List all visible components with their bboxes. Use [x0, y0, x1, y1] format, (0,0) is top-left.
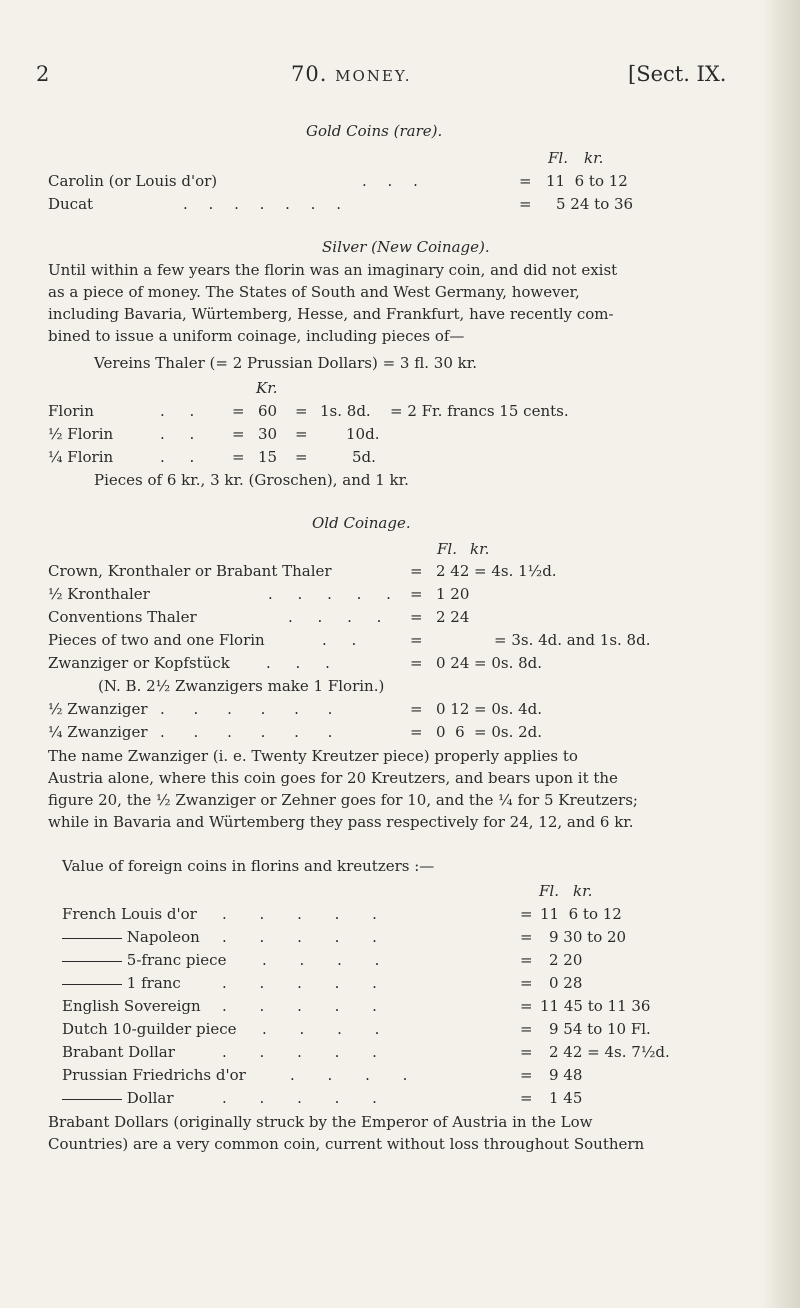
silver-row-eng: 5d. [352, 448, 376, 466]
old-row-eq: = [410, 631, 423, 649]
paragraph-line: Brabant Dollars (originally struck by the Emperor of Austria in the Low [48, 1113, 593, 1131]
gold-row-dots: . . . [362, 172, 426, 190]
foreign-row-value: 2 42 = 4s. 7½d. [549, 1043, 670, 1061]
old-row-name: Conventions Thaler [48, 608, 197, 626]
paragraph-line: Until within a few years the florin was an imaginary coin, and did not exist [48, 261, 618, 279]
silver-row-eq: = [232, 402, 245, 420]
old-row-name: ½ Zwanziger [48, 700, 148, 718]
foreign-row-value: 11 6 to 12 [540, 905, 622, 923]
paragraph-line: The name Zwanziger (i. e. Twenty Kreutzer piece) properly applies to [48, 747, 578, 765]
old-row-eq: = [410, 585, 423, 603]
foreign-row-name: 5-franc piece [126, 951, 227, 969]
gold-row-value: 11 6 to 12 [546, 172, 628, 190]
gold-row-name: Carolin (or Louis d'or) [48, 172, 218, 190]
foreign-row-value: 0 28 [549, 974, 583, 992]
paragraph-line: while in Bavaria and Würtemberg they pass respectively for 24, 12, and 6 kr. [48, 813, 634, 831]
silver-row-eng: 1s. 8d. [320, 402, 371, 420]
silver-row-eq: = [232, 425, 245, 443]
old-row-value: 2 42 [436, 562, 470, 580]
old-row-eq: = [410, 654, 423, 672]
foreign-row-dots: . . . . . [222, 905, 391, 923]
foreign-row-eq: = [520, 951, 533, 969]
paragraph-line: figure 20, the ½ Zwanziger or Zehner goes for 10, and the ¼ for 5 Kreutzers; [48, 791, 638, 809]
foreign-row-name-dashed [62, 951, 226, 969]
paragraph-line: bined to issue a uniform coinage, including pieces of— [48, 327, 465, 345]
foreign-row-eq: = [520, 1043, 533, 1061]
paragraph-line: Austria alone, where this coin goes for 20 Kreutzers, and bears upon it the [48, 769, 618, 787]
foreign-row-name-dashed [62, 1089, 174, 1107]
silver-row-name: ¼ Florin [48, 448, 114, 466]
old-row-eq: = [410, 608, 423, 626]
foreign-row-value: 9 30 to 20 [549, 928, 627, 946]
old-col-fl: Fl. [437, 540, 457, 558]
old-row-name: Pieces of two and one Florin [48, 631, 265, 649]
old-row-dots: . . . . . [268, 585, 401, 603]
foreign-col-fl: Fl. [539, 882, 559, 900]
old-row-name: ¼ Zwanziger [48, 723, 148, 741]
foreign-row-dots: . . . . . [222, 974, 391, 992]
foreign-row-eq: = [520, 997, 533, 1015]
closing-paragraph [48, 1111, 748, 1155]
foreign-row-dots: . . . . . [222, 1089, 391, 1107]
old-row-value: 0 12 [436, 700, 470, 718]
foreign-row-dots: . . . . [262, 1020, 394, 1038]
old-row-dots: . . . [266, 654, 340, 672]
old-row-dots: . . [322, 631, 367, 649]
silver-row-extra: = 2 Fr. francs 15 cents. [390, 402, 569, 420]
old-row-name: ½ Kronthaler [48, 585, 150, 603]
silver-row-kr: 15 [258, 448, 278, 466]
title-word: MONEY. [335, 67, 412, 85]
silver-heading: Silver (New Coinage). [322, 238, 490, 256]
old-row-value: 1 20 [436, 585, 470, 603]
silver-row-eq2: = [295, 425, 308, 443]
old-col-kr: kr. [470, 540, 490, 558]
gold-col-fl: Fl. [548, 149, 568, 167]
paragraph-line: as a piece of money. The States of South and West Germany, however, [48, 283, 580, 301]
gold-row-name: Ducat [48, 195, 94, 213]
silver-paragraph [48, 259, 748, 347]
silver-row-kr: 30 [258, 425, 278, 443]
silver-row-eng: 10d. [346, 425, 380, 443]
vereins-line: Vereins Thaler (= 2 Prussian Dollars) = 3 fl. 30 kr. [94, 354, 478, 372]
old-row-name: Crown, Kronthaler or Brabant Thaler [48, 562, 332, 580]
old-note: (N. B. 2½ Zwanzigers make 1 Florin.) [98, 677, 385, 695]
foreign-row-name: Dollar [126, 1089, 174, 1107]
old-row-eq: = [410, 723, 423, 741]
gold-row-value: 5 24 to 36 [556, 195, 634, 213]
foreign-row-name: French Louis d'or [62, 905, 197, 923]
old-row-dots: . . . . [288, 608, 392, 626]
foreign-row-value: 1 45 [549, 1089, 583, 1107]
paragraph-line: including Bavaria, Würtemberg, Hesse, and Frankfurt, have recently com- [48, 305, 614, 323]
foreign-row-dots: . . . . [262, 951, 394, 969]
old-row-value: 0 24 [436, 654, 470, 672]
title-number: 70. [291, 62, 328, 86]
ditto-dash [62, 938, 122, 939]
foreign-row-eq: = [520, 1020, 533, 1038]
foreign-row-eq: = [520, 1089, 533, 1107]
foreign-row-value: 9 48 [549, 1066, 583, 1084]
gold-row-eq: = [519, 172, 532, 190]
silver-row-eq2: = [295, 402, 308, 420]
old-row-eng: = 0s. 2d. [474, 723, 543, 741]
foreign-row-value: 2 20 [549, 951, 583, 969]
foreign-row-dots: . . . . . [222, 928, 391, 946]
old-row-eq: = [410, 562, 423, 580]
foreign-row-name: Dutch 10-guilder piece [62, 1020, 237, 1038]
foreign-row-name: Prussian Friedrichs d'or [62, 1066, 246, 1084]
old-heading: Old Coinage. [312, 514, 411, 532]
silver-row-eq2: = [295, 448, 308, 466]
gold-row-eq: = [519, 195, 532, 213]
old-row-value: 0 6 [436, 723, 465, 741]
gold-row-dots: . . . . . . . [183, 195, 349, 213]
foreign-row-dots: . . . . . [222, 1043, 391, 1061]
foreign-row-eq: = [520, 905, 533, 923]
silver-row-dots: . . [160, 448, 205, 466]
old-row-dots: . . . . . . [160, 723, 345, 741]
page-number: 2 [36, 62, 50, 86]
paragraph-line: Countries) are a very common coin, current without loss throughout Southern [48, 1135, 645, 1153]
old-row-eq: = [410, 700, 423, 718]
foreign-row-value: 11 45 to 11 36 [540, 997, 651, 1015]
foreign-col-kr: kr. [573, 882, 593, 900]
old-row-dots: . . . . . . [160, 700, 345, 718]
old-row-value: 2 24 [436, 608, 470, 626]
gold-col-kr: kr. [584, 149, 604, 167]
ditto-dash [62, 1099, 122, 1100]
silver-row-dots: . . [160, 402, 205, 420]
page-edge [762, 0, 800, 1308]
gold-heading: Gold Coins (rare). [306, 122, 443, 140]
pieces-line: Pieces of 6 kr., 3 kr. (Groschen), and 1 kr. [94, 471, 409, 489]
foreign-row-dots: . . . . [290, 1066, 422, 1084]
foreign-row-eq: = [520, 928, 533, 946]
silver-row-name: Florin [48, 402, 94, 420]
foreign-row-name-dashed [62, 974, 181, 992]
foreign-intro: Value of foreign coins in florins and kreutzers :— [62, 857, 435, 875]
silver-row-dots: . . [160, 425, 205, 443]
foreign-row-eq: = [520, 974, 533, 992]
old-row-eng: = 0s. 8d. [474, 654, 543, 672]
foreign-row-value: 9 54 to 10 Fl. [549, 1020, 651, 1038]
old-row-eng: = 4s. 1½d. [474, 562, 557, 580]
old-row-name: Zwanziger or Kopfstück [48, 654, 230, 672]
kr-label: Kr. [256, 379, 278, 397]
foreign-row-eq: = [520, 1066, 533, 1084]
foreign-row-name: Brabant Dollar [62, 1043, 175, 1061]
old-row-eng: = 0s. 4d. [474, 700, 543, 718]
page-title [291, 62, 412, 86]
old-row-eng: = 3s. 4d. and 1s. 8d. [494, 631, 651, 649]
foreign-row-name-dashed [62, 928, 200, 946]
zwanziger-paragraph [48, 745, 748, 833]
foreign-row-name: English Sovereign [62, 997, 201, 1015]
ditto-dash [62, 961, 122, 962]
silver-row-name: ½ Florin [48, 425, 114, 443]
foreign-row-name: 1 franc [126, 974, 181, 992]
silver-row-kr: 60 [258, 402, 278, 420]
foreign-row-dots: . . . . . [222, 997, 391, 1015]
foreign-row-name: Napoleon [126, 928, 200, 946]
ditto-dash [62, 984, 122, 985]
silver-row-eq: = [232, 448, 245, 466]
section-label: [Sect. IX. [628, 62, 727, 86]
